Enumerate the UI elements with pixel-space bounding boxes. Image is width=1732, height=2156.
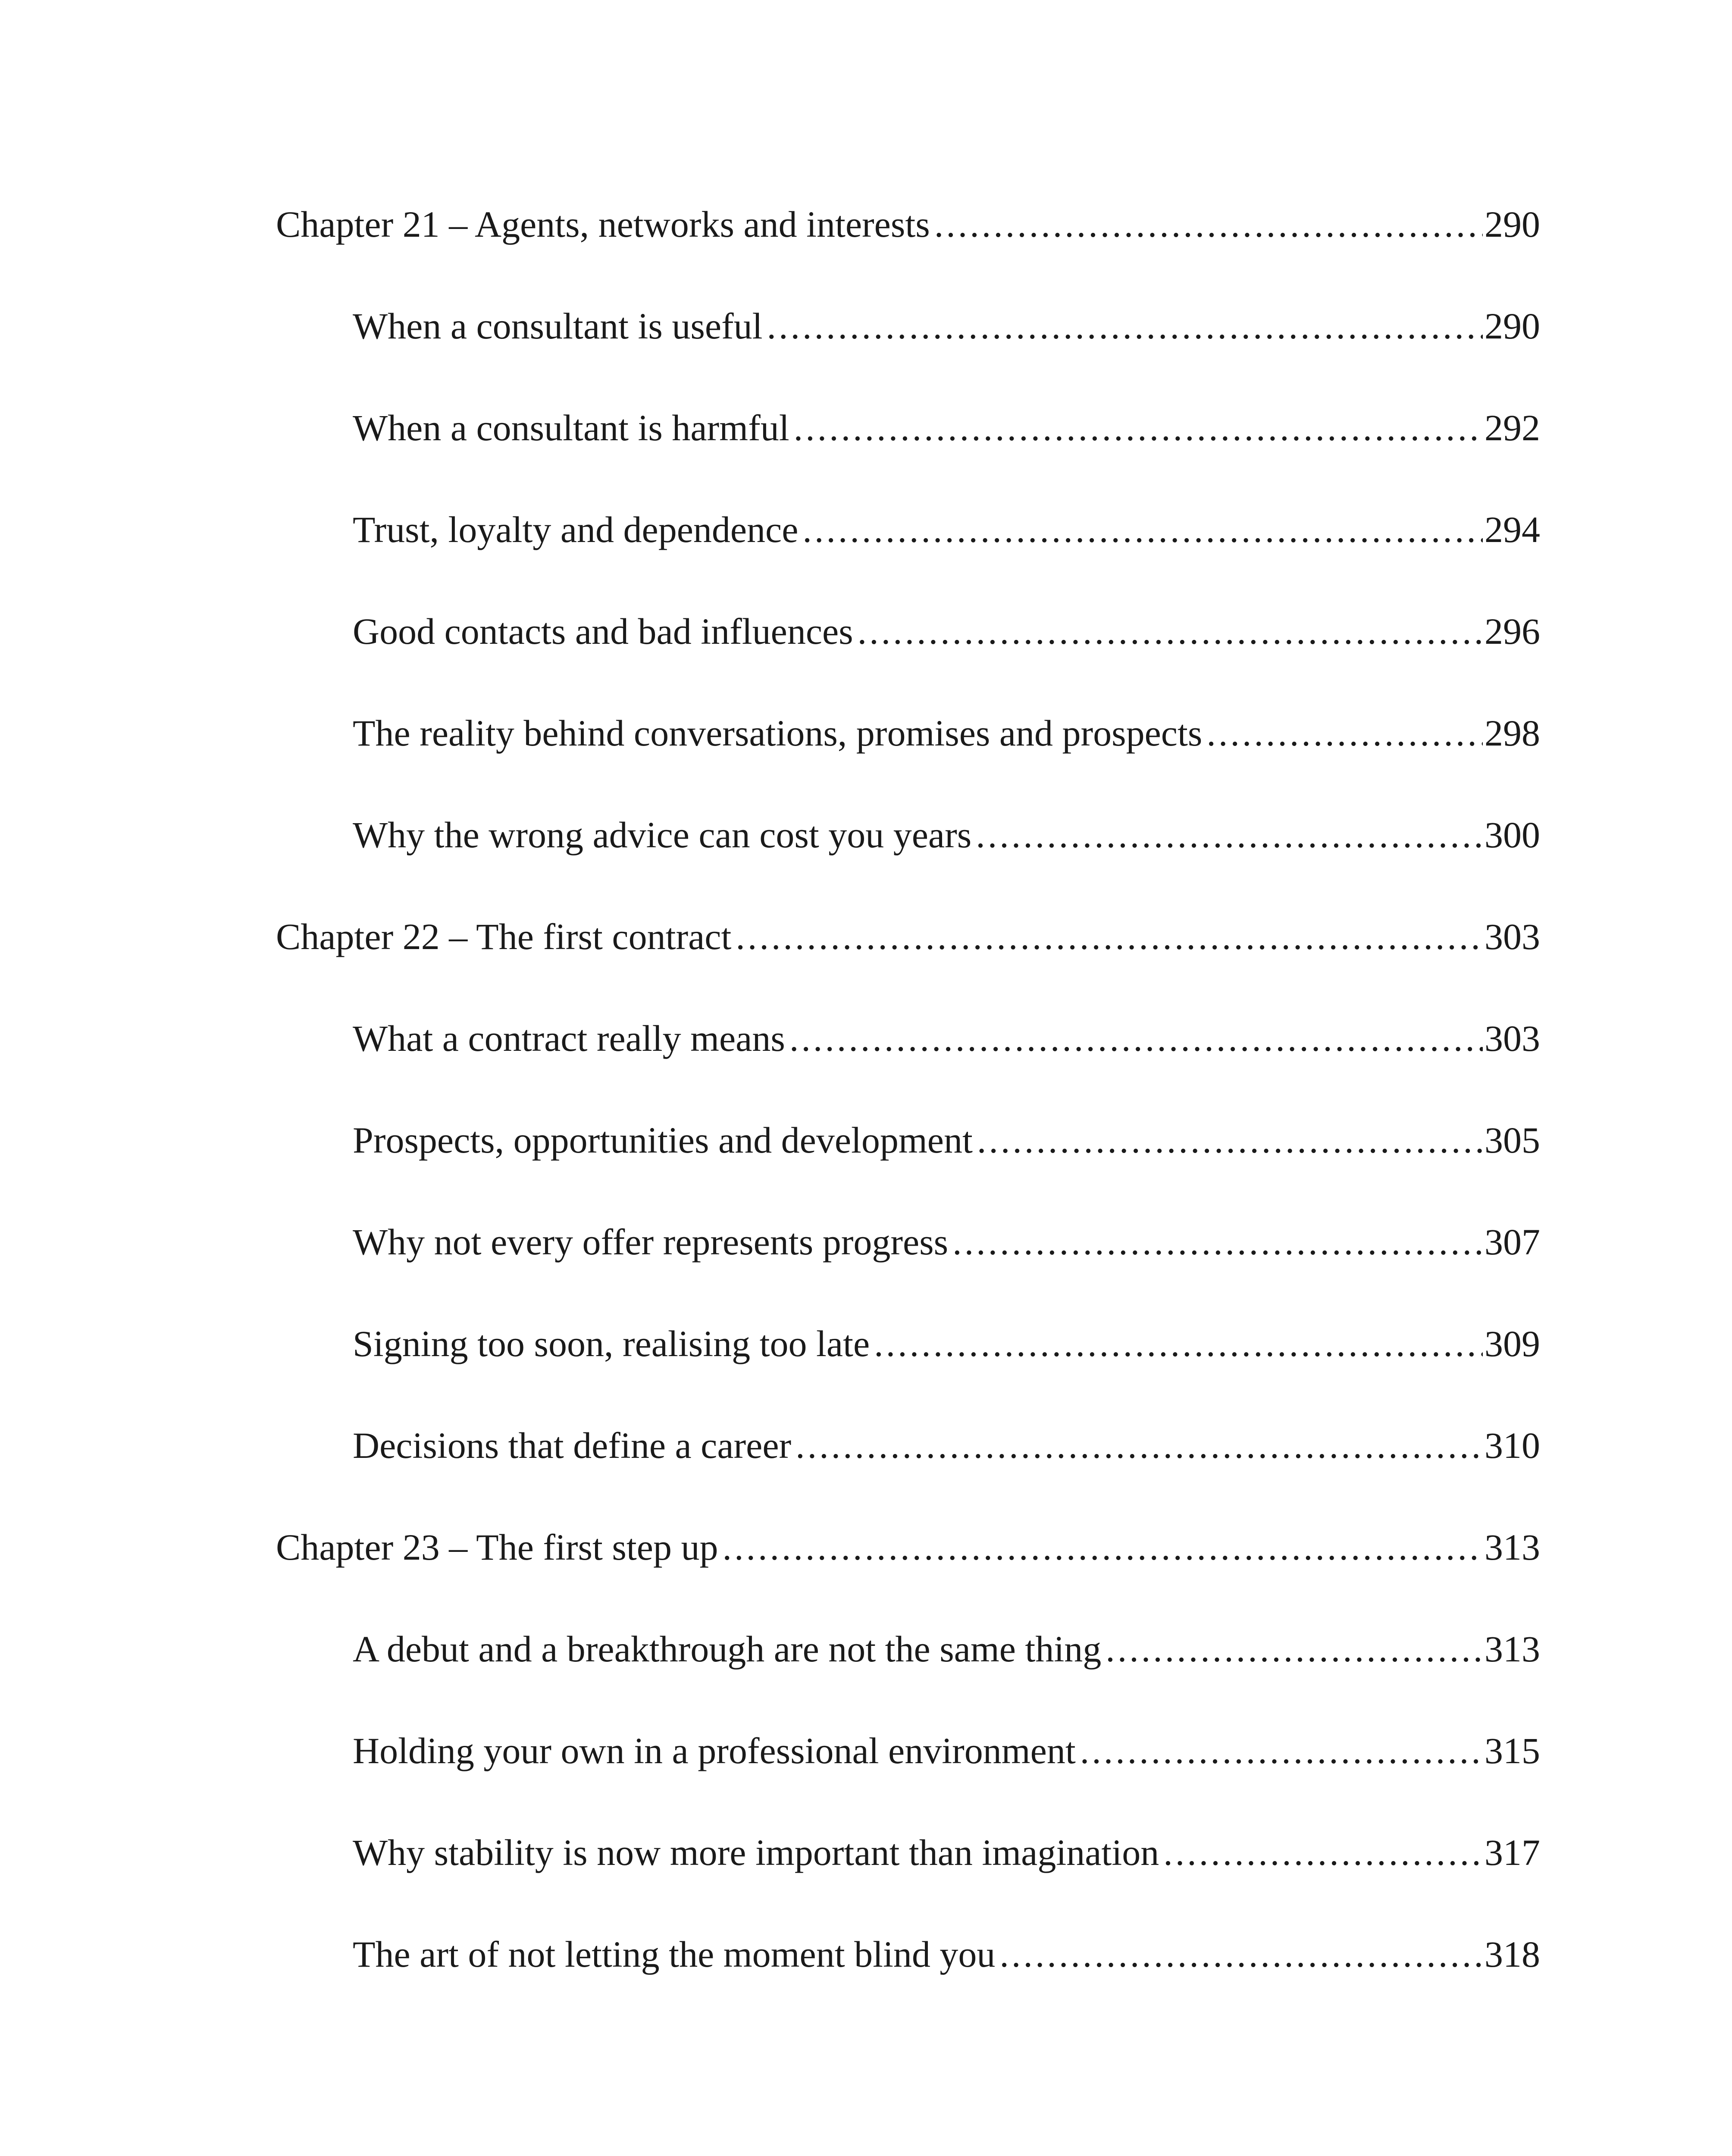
dot-leader [794, 406, 1483, 449]
dot-leader [789, 1017, 1483, 1060]
toc-entry-page-number: 318 [1485, 1934, 1540, 1975]
toc-entry-page-number: 296 [1485, 611, 1540, 652]
toc-entry[interactable] [276, 1729, 1540, 1831]
toc-entry[interactable] [276, 1220, 1540, 1322]
toc-entry-page-number: 317 [1485, 1832, 1540, 1873]
toc-entry[interactable] [276, 1424, 1540, 1526]
toc-entry[interactable] [276, 508, 1540, 610]
toc-entry-title: Why stability is now more important than imagination [353, 1832, 1159, 1873]
toc-entry-page-number: 307 [1485, 1221, 1540, 1263]
dot-leader [802, 508, 1483, 551]
toc-entry-page-number: 292 [1485, 407, 1540, 448]
dot-leader [722, 1526, 1483, 1569]
toc-entry[interactable] [276, 406, 1540, 508]
toc-entry-chapter-23[interactable] [276, 1526, 1540, 1627]
toc-entry-page-number: 290 [1485, 204, 1540, 245]
dot-leader [1080, 1729, 1483, 1772]
table-of-contents [276, 203, 1540, 2034]
toc-entry-page-number: 313 [1485, 1526, 1540, 1568]
toc-entry-page-number: 303 [1485, 916, 1540, 957]
toc-entry-title: When a consultant is harmful [353, 407, 789, 448]
toc-entry-page-number: 300 [1485, 814, 1540, 856]
toc-entry-title: Chapter 23 – The first step up [276, 1526, 718, 1568]
toc-entry[interactable] [276, 1017, 1540, 1119]
toc-entry-title: When a consultant is useful [353, 305, 763, 347]
toc-entry-title: What a contract really means [353, 1018, 785, 1059]
dot-leader [952, 1220, 1483, 1263]
toc-entry-title: Chapter 21 – Agents, networks and interests [276, 204, 930, 245]
toc-entry-page-number: 305 [1485, 1119, 1540, 1161]
toc-entry-title: Signing too soon, realising too late [353, 1323, 870, 1364]
toc-entry[interactable] [276, 304, 1540, 406]
toc-entry-title: Chapter 22 – The first contract [276, 916, 732, 957]
dot-leader [874, 1322, 1483, 1365]
toc-entry-page-number: 313 [1485, 1628, 1540, 1670]
dot-leader [1106, 1627, 1483, 1670]
dot-leader [767, 304, 1483, 348]
toc-entry[interactable] [276, 1119, 1540, 1220]
toc-entry-page-number: 310 [1485, 1425, 1540, 1466]
toc-entry[interactable] [276, 813, 1540, 915]
toc-entry-title: Good contacts and bad influences [353, 611, 853, 652]
toc-entry[interactable] [276, 1627, 1540, 1729]
toc-entry-page-number: 303 [1485, 1018, 1540, 1059]
dot-leader [976, 813, 1483, 856]
toc-entry-title: Decisions that define a career [353, 1425, 792, 1466]
toc-entry[interactable] [276, 610, 1540, 711]
toc-entry-title: Prospects, opportunities and development [353, 1119, 973, 1161]
toc-entry-page-number: 290 [1485, 305, 1540, 347]
toc-entry-title: Holding your own in a professional environment [353, 1730, 1076, 1771]
toc-entry-title: A debut and a breakthrough are not the same thing [353, 1628, 1102, 1670]
toc-entry-page-number: 315 [1485, 1730, 1540, 1771]
toc-entry-page-number: 309 [1485, 1323, 1540, 1364]
dot-leader [736, 915, 1483, 958]
toc-entry-title: Trust, loyalty and dependence [353, 509, 799, 550]
toc-entry[interactable] [276, 711, 1540, 813]
dot-leader [858, 610, 1483, 653]
toc-entry-chapter-21[interactable] [276, 203, 1540, 304]
dot-leader [999, 1933, 1483, 1976]
dot-leader [796, 1424, 1483, 1467]
dot-leader [1206, 711, 1483, 755]
toc-entry-page-number: 294 [1485, 509, 1540, 550]
dot-leader [934, 203, 1483, 246]
toc-entry-page-number: 298 [1485, 712, 1540, 754]
toc-entry[interactable] [276, 1831, 1540, 1933]
toc-entry-chapter-22[interactable] [276, 915, 1540, 1017]
toc-entry-title: The reality behind conversations, promises and prospects [353, 712, 1203, 754]
dot-leader [1163, 1831, 1483, 1874]
toc-entry-title: Why not every offer represents progress [353, 1221, 949, 1263]
toc-entry-title: Why the wrong advice can cost you years [353, 814, 972, 856]
toc-entry[interactable] [276, 1933, 1540, 2034]
dot-leader [977, 1119, 1483, 1162]
toc-entry[interactable] [276, 1322, 1540, 1424]
toc-entry-title: The art of not letting the moment blind you [353, 1934, 996, 1975]
